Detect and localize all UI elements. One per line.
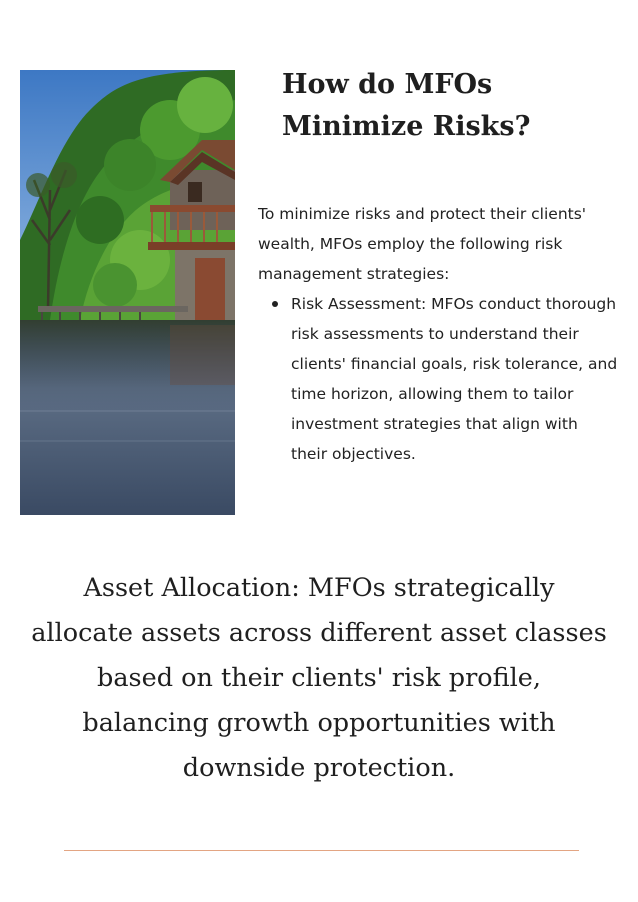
intro-paragraph: To minimize risks and protect their clients' wealth, MFOs employ the following risk management strategies: [258,205,587,283]
list-item-text: Risk Assessment: MFOs conduct thorough risk assessments to understand their clients' financial goals, risk tolerance, and time horizon, allowing them to tailor investment strategies that align with their objectives. [291,295,618,463]
divider-line [64,850,579,851]
bullet-dot-icon [272,301,278,307]
lakeside-boathouse-photo [20,70,235,515]
page-title: How do MFOs Minimize Risks? [282,69,531,142]
list-item [291,289,618,469]
strategy-list [258,289,618,469]
feature-paragraph: Asset Allocation: MFOs strategically allocate assets across different asset classes based on their clients' risk profile, balancing growth opportunities with downside protection. [31,573,607,783]
